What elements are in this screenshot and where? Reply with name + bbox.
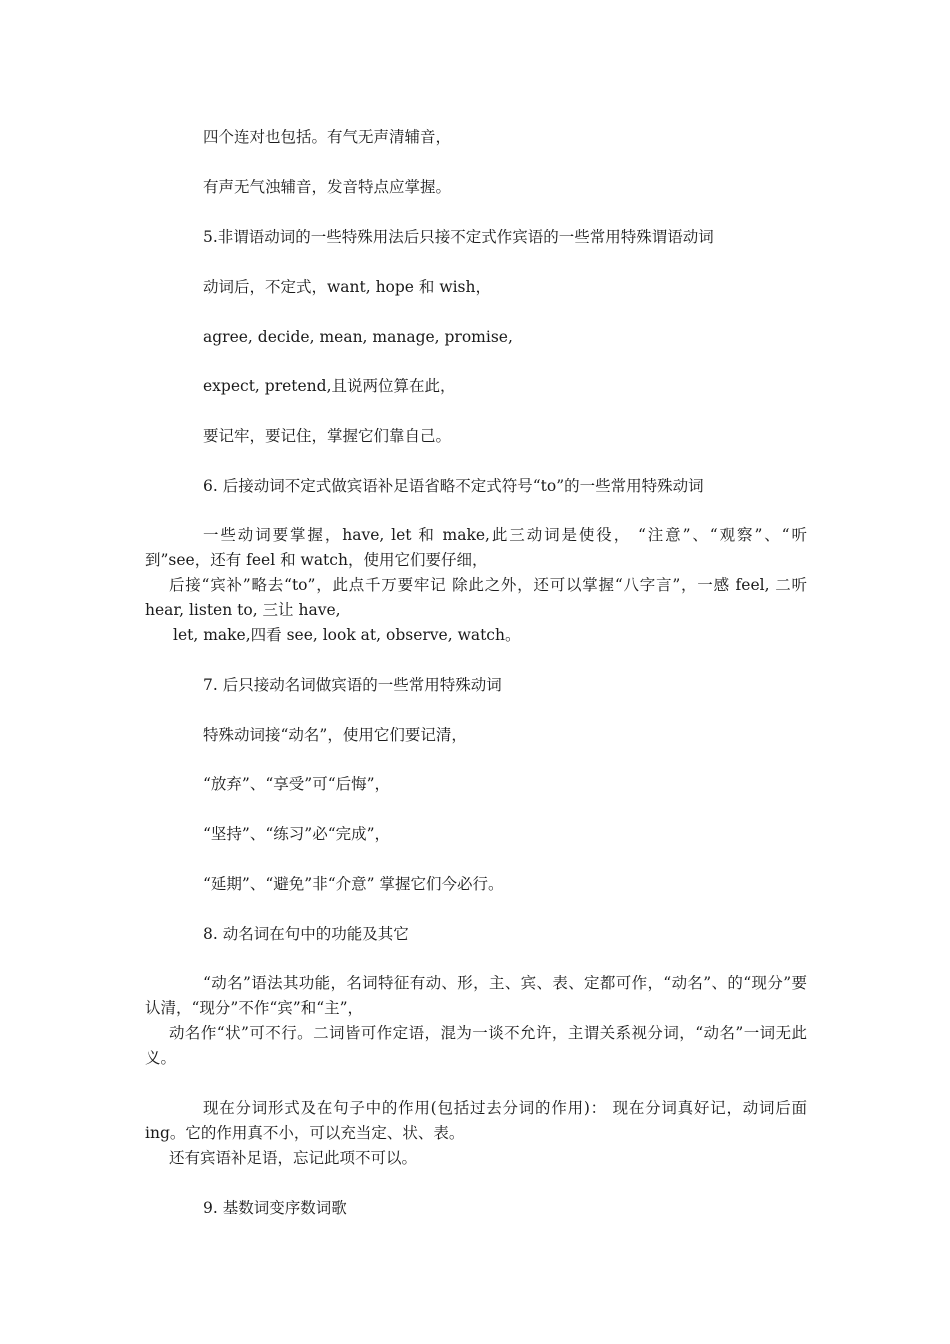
text-line: 有声无气浊辅音，发音特点应掌握。	[203, 178, 452, 196]
paragraph-text: 后接“宾补”略去“to”，此点千万要牢记 除此之外，还可以掌握“八字言”，一感 feel, 二听 hear, listen to, 三让 have,	[145, 576, 807, 619]
paragraph-text: 动名作“状”可不行。二词皆可作定语，混为一谈不允许，主谓关系视分词，“动名”一词无此义。	[145, 1024, 807, 1067]
section-heading-8: 8. 动名词在句中的功能及其它	[203, 925, 409, 943]
text-line: 动词后，不定式，want, hope 和 wish，	[203, 278, 491, 296]
section-heading-6: 6. 后接动词不定式做宾语补足语省略不定式符号“to”的一些常用特殊动词	[203, 477, 704, 495]
text-line: 特殊动词接“动名”，使用它们要记清，	[203, 726, 467, 744]
text-line: agree, decide, mean, manage, promise,	[203, 328, 513, 346]
paragraph-text: 现在分词形式及在句子中的作用(包括过去分词的作用)： 现在分词真好记，动词后面 ing。它的作用真不小，可以充当定、状、表。	[145, 1099, 807, 1142]
text-line: “延期”、“避免”非“介意” 掌握它们今必行。	[203, 875, 504, 893]
paragraph-text: “动名”语法其功能，名词特征有动、形，主、宾、表、定都可作，“动名”、的“现分”要认清，“现分”不作“宾”和“主”，	[145, 974, 807, 1017]
paragraph-6	[145, 523, 807, 648]
text-line: 要记牢，要记住，掌握它们靠自己。	[203, 427, 452, 445]
section-heading-7: 7. 后只接动名词做宾语的一些常用特殊动词	[203, 676, 502, 694]
text-line: expect, pretend,且说两位算在此，	[203, 377, 456, 395]
paragraph-8	[145, 971, 807, 1071]
text-line: “放弃”、“享受”可“后悔”，	[203, 775, 391, 793]
paragraph-text: 一些动词要掌握，have, let 和 make,此三动词是使役， “注意”、“观察”、“听到”see，还有 feel 和 watch，使用它们要仔细，	[145, 526, 807, 569]
text-line: “坚持”、“练习”必“完成”，	[203, 825, 391, 843]
paragraph-text: let, make,四看 see, look at, observe, watch。	[173, 626, 521, 644]
paragraph-present-participle	[145, 1096, 807, 1171]
text-line: 四个连对也包括。有气无声清辅音，	[203, 128, 452, 146]
paragraph-text: 还有宾语补足语，忘记此项不可以。	[169, 1149, 418, 1167]
section-heading-9: 9. 基数词变序数词歌	[203, 1199, 347, 1217]
section-heading-5: 5.非谓语动词的一些特殊用法后只接不定式作宾语的一些常用特殊谓语动词	[203, 228, 714, 246]
